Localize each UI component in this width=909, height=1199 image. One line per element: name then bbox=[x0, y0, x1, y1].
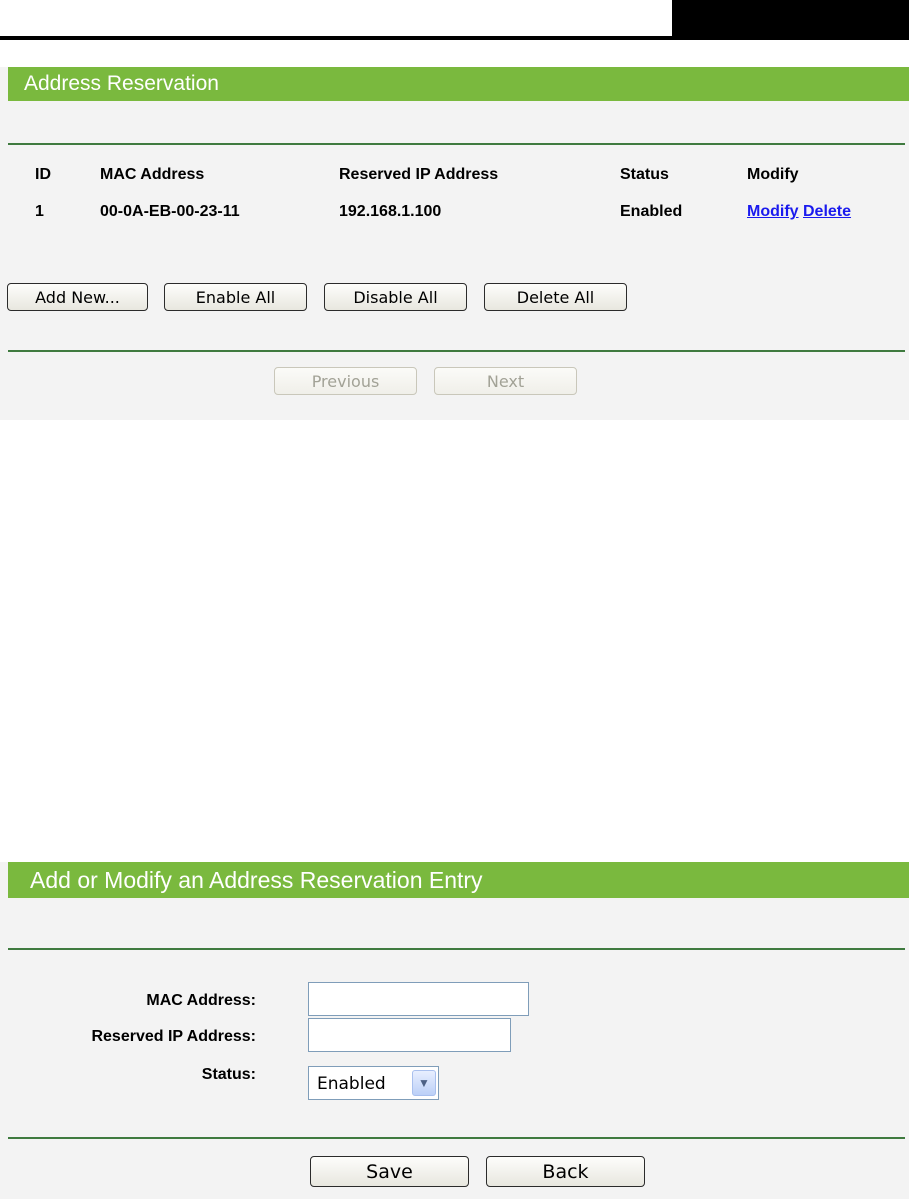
reservation-entry-panel bbox=[0, 862, 909, 1199]
divider bbox=[8, 350, 905, 352]
row-status: Enabled bbox=[620, 203, 683, 220]
row-reserved-ip: 192.168.1.100 bbox=[339, 203, 442, 220]
row-mac-address: 00-0A-EB-00-23-11 bbox=[100, 203, 240, 220]
chevron-down-icon[interactable]: ▼ bbox=[412, 1070, 436, 1096]
column-header-id: ID bbox=[35, 166, 51, 183]
delete-link[interactable]: Delete bbox=[803, 203, 852, 220]
divider bbox=[8, 948, 905, 950]
enable-all-button[interactable]: Enable All bbox=[164, 283, 307, 311]
column-header-modify: Modify bbox=[747, 166, 799, 183]
status-label: Status: bbox=[201, 1066, 256, 1083]
reserved-ip-input[interactable] bbox=[308, 1018, 511, 1052]
status-select[interactable] bbox=[308, 1066, 439, 1100]
document-header-tab bbox=[672, 0, 909, 38]
row-id: 1 bbox=[35, 203, 44, 220]
column-header-status: Status bbox=[620, 166, 669, 183]
row-actions bbox=[747, 203, 851, 221]
divider bbox=[8, 143, 905, 145]
modify-link[interactable]: Modify bbox=[747, 203, 799, 220]
save-button[interactable]: Save bbox=[310, 1156, 469, 1187]
disable-all-button[interactable]: Disable All bbox=[324, 283, 467, 311]
back-button[interactable]: Back bbox=[486, 1156, 645, 1187]
panel-title: Add or Modify an Address Reservation Entry bbox=[8, 862, 909, 898]
column-header-ip: Reserved IP Address bbox=[339, 166, 499, 183]
add-new-button[interactable]: Add New... bbox=[7, 283, 148, 311]
column-header-mac: MAC Address bbox=[100, 166, 205, 183]
mac-address-input[interactable] bbox=[308, 982, 529, 1016]
delete-all-button[interactable]: Delete All bbox=[484, 283, 627, 311]
status-selected-value: Enabled bbox=[317, 1074, 386, 1094]
panel-title: Address Reservation bbox=[8, 67, 909, 101]
next-button[interactable]: Next bbox=[434, 367, 577, 395]
previous-button[interactable]: Previous bbox=[274, 367, 417, 395]
reserved-ip-label: Reserved IP Address: bbox=[91, 1028, 256, 1045]
divider bbox=[8, 1137, 905, 1139]
address-reservation-panel bbox=[0, 67, 909, 420]
mac-address-label: MAC Address: bbox=[146, 992, 256, 1009]
document-header-rule bbox=[0, 36, 909, 40]
